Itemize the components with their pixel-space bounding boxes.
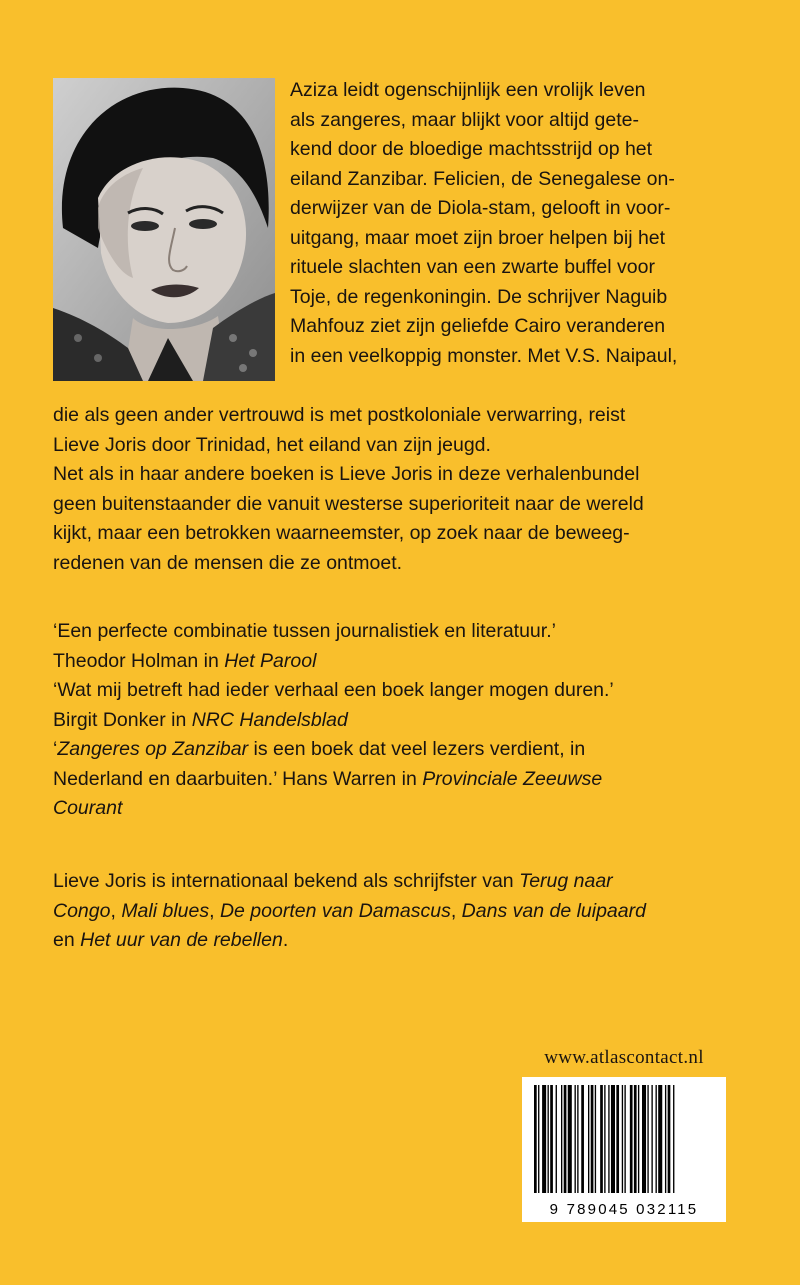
book-title: Terug naar	[519, 870, 613, 892]
publication-name: NRC Handelsblad	[191, 708, 348, 731]
intro-line: rituele slachten van een zwarte buffel voor	[290, 256, 655, 278]
isbn-number: 9 789045 032115	[549, 1201, 699, 1218]
barcode-bar	[534, 1085, 537, 1193]
intro-text-beside-photo	[290, 76, 677, 371]
barcode-bar	[630, 1085, 633, 1193]
separator: ,	[450, 899, 462, 922]
intro-line: Net als in haar andere boeken is Lieve Joris in deze verhalenbundel	[53, 463, 640, 485]
barcode-bar	[577, 1085, 578, 1193]
quote-3-continued	[53, 765, 614, 795]
intro-text-full-width	[53, 401, 644, 578]
bio-line	[53, 897, 646, 927]
separator: ,	[209, 899, 220, 922]
barcode-bar	[658, 1085, 662, 1193]
reviewer-name: Theodor Holman in	[53, 649, 225, 672]
bio-line	[53, 867, 646, 897]
intro-line: kend door de bloedige machtsstrijd op het	[290, 138, 653, 160]
barcode-bar	[608, 1085, 609, 1193]
barcode-bar	[611, 1085, 615, 1193]
barcode-bar	[568, 1085, 572, 1193]
quote-3	[53, 735, 614, 765]
quote-3-source-end	[53, 794, 614, 824]
book-title: Dans van de luipaard	[461, 899, 646, 922]
barcode-bar	[600, 1085, 603, 1193]
intro-line: geen buitenstaander die vanuit westerse superioriteit naar de wereld	[53, 492, 644, 515]
intro-line: Toje, de regenkoningin. De schrijver Naguib	[290, 285, 668, 308]
quote-2-attribution	[53, 706, 614, 736]
intro-line: Aziza leidt ogenschijnlijk een vrolijk leven	[290, 79, 646, 101]
barcode-bar	[673, 1085, 674, 1193]
quote-2: ‘Wat mij betreft had ieder verhaal een boek langer mogen duren.’	[53, 679, 614, 701]
barcode-bar	[581, 1085, 584, 1193]
bio-text: Lieve Joris is internationaal bekend als schrijfster van	[53, 870, 520, 892]
intro-line: als zangeres, maar blijkt voor altijd gete-	[290, 108, 639, 131]
book-title: Zangeres op Zanzibar	[57, 738, 249, 760]
quote-mark: ‘	[53, 738, 58, 760]
book-title: Mali blues	[121, 899, 210, 922]
separator: ,	[110, 899, 122, 922]
quote-1: ‘Een perfecte combinatie tussen journalistiek en literatuur.’	[53, 620, 556, 642]
isbn-barcode	[522, 1077, 726, 1222]
publication-name: Het Parool	[224, 649, 317, 672]
barcode-bar	[616, 1085, 619, 1193]
review-quotes	[53, 617, 614, 824]
barcode-bar	[651, 1085, 652, 1193]
barcode-bar	[591, 1085, 594, 1193]
reviewer-name: Birgit Donker in	[53, 708, 192, 731]
intro-line: uitgang, maar moet zijn broer helpen bij het	[290, 226, 666, 249]
author-bio	[53, 867, 646, 956]
barcode-bar	[642, 1085, 646, 1193]
intro-line: derwijzer van de Diola-stam, gelooft in voor-	[290, 197, 671, 219]
barcode-bar	[595, 1085, 596, 1193]
quote-1-attribution	[53, 647, 614, 677]
intro-line: Mahfouz ziet zijn geliefde Cairo veranderen	[290, 315, 666, 337]
barcode-bar	[550, 1085, 553, 1193]
barcode-bar	[604, 1085, 605, 1193]
barcode-bar	[656, 1085, 657, 1193]
barcode-bar	[647, 1085, 648, 1193]
publisher-website[interactable]: www.atlascontact.nl	[544, 1047, 704, 1068]
barcode-bar	[665, 1085, 666, 1193]
intro-line: Lieve Joris door Trinidad, het eiland van zijn jeugd.	[53, 433, 491, 456]
publication-name: Provinciale Zeeuwse	[422, 767, 603, 790]
barcode-bar	[538, 1085, 539, 1193]
bio-text: .	[282, 929, 289, 951]
barcode-bar	[548, 1085, 549, 1193]
quote-text: Nederland en daarbuiten.’ Hans Warren in	[53, 767, 423, 790]
barcode-bar	[668, 1085, 671, 1193]
barcode-bar	[588, 1085, 589, 1193]
barcode-bar	[564, 1085, 567, 1193]
barcode-bar	[624, 1085, 625, 1193]
barcode-bars-icon	[532, 1085, 716, 1193]
barcode-bar	[638, 1085, 639, 1193]
intro-line: redenen van de mensen die ze ontmoet.	[53, 551, 403, 574]
barcode-bar	[634, 1085, 637, 1193]
book-title: Congo	[53, 899, 111, 922]
intro-line: die als geen ander vertrouwd is met postkoloniale verwarring, reist	[53, 404, 626, 426]
barcode-bar	[622, 1085, 623, 1193]
barcode-bar	[561, 1085, 562, 1193]
bio-line	[53, 926, 646, 956]
barcode-bar	[556, 1085, 557, 1193]
barcode-bar	[542, 1085, 546, 1193]
book-title: De poorten van Damascus	[219, 899, 451, 922]
author-photo	[53, 78, 275, 381]
bio-text: en	[53, 929, 81, 951]
barcode-bar	[575, 1085, 576, 1193]
intro-line: in een veelkoppig monster. Met V.S. Naipaul,	[290, 344, 678, 367]
quote-text: is een boek dat veel lezers verdient, in	[248, 738, 586, 760]
intro-line: eiland Zanzibar. Felicien, de Senegalese on-	[290, 167, 675, 190]
publication-name: Courant	[53, 797, 123, 819]
intro-line: kijkt, maar een betrokken waarneemster, op zoek naar de beweeg-	[53, 522, 630, 544]
book-title: Het uur van de rebellen	[80, 929, 283, 951]
